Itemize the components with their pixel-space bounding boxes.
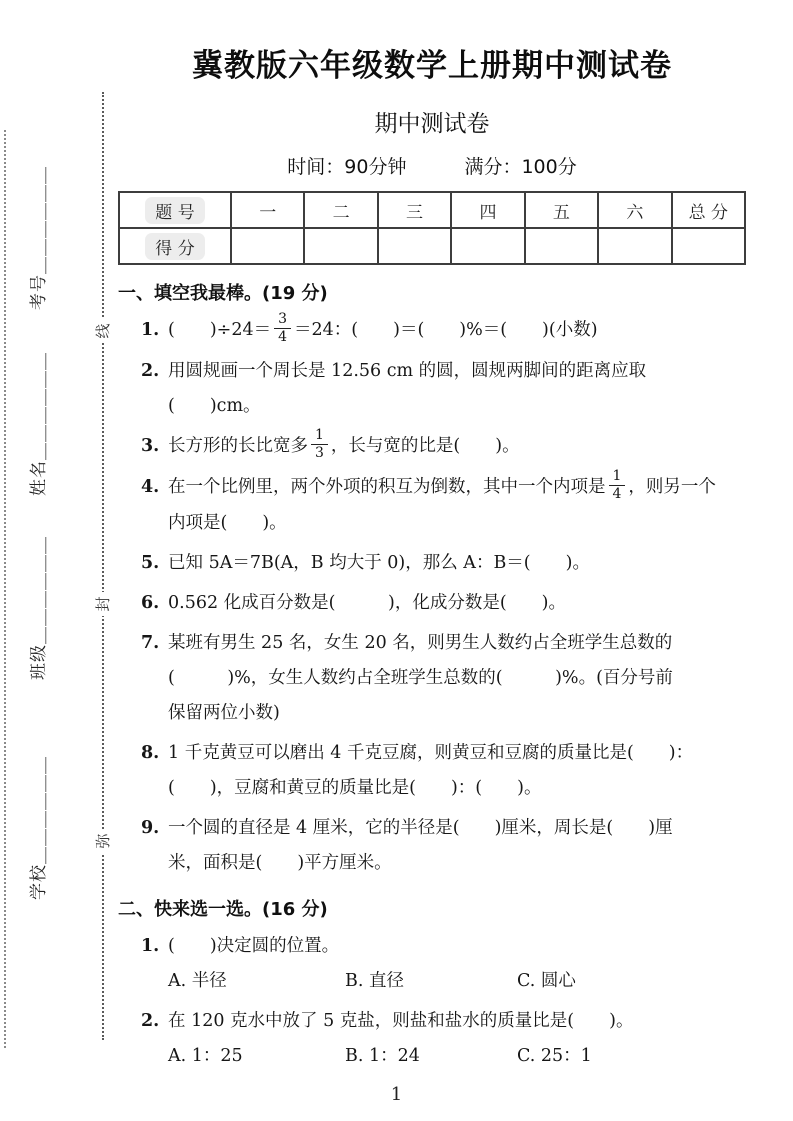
score-table: [118, 191, 746, 265]
question: [118, 310, 746, 349]
question: [118, 546, 746, 581]
question: [118, 1004, 746, 1074]
question-text-run: 已知 5A＝7B(A，B 均大于 0)，那么 A：B＝( )。: [168, 552, 590, 573]
question-text-run: 米，面积是( )平方厘米。: [168, 852, 392, 873]
option: C. 25：1: [517, 1045, 592, 1066]
question-number: 3.: [141, 435, 160, 456]
col-four: 四: [451, 192, 524, 228]
option: A. 半径: [168, 970, 227, 991]
question-number: 1.: [141, 319, 160, 340]
question-text-run: ，长与宽的比是( )。: [330, 436, 520, 457]
sections: [118, 280, 746, 1074]
question-text-run: 某班有男生 25 名，女生 20 名，则男生人数约占全班学生总数的: [168, 632, 673, 653]
score-table-score-row: [119, 228, 745, 264]
question-text-run: ( )cm。: [168, 395, 261, 416]
question-text-run: 用圆规画一个周长是 12.56 cm 的圆，圆规两脚间的距离应取: [168, 360, 647, 381]
question: [118, 467, 746, 541]
school-field: 学校＿＿＿＿＿＿: [29, 756, 49, 900]
paper-subtitle: 期中测试卷: [374, 111, 490, 137]
fraction: [311, 427, 328, 463]
question-text-run: ( )%，女生人数约占全班学生总数的( )%。(百分号前: [168, 667, 673, 688]
col-three: 三: [378, 192, 451, 228]
question-text: [168, 743, 693, 798]
question: [118, 811, 746, 881]
score-cell: [304, 228, 377, 264]
question-text-run: 长方形的长比宽多: [168, 436, 308, 457]
col-total: 总 分: [672, 192, 745, 228]
page-number: 1: [390, 1084, 403, 1105]
question-text: [168, 1011, 633, 1031]
time-limit-label: 时间：90分钟: [287, 156, 407, 178]
question-text: [168, 818, 673, 873]
question: [118, 426, 746, 465]
score-cell: [598, 228, 671, 264]
question-text: [168, 310, 598, 346]
score-cell: [672, 228, 745, 264]
question-text-run: ＝24：( )＝( )%＝( )(小数): [294, 320, 598, 341]
question: [118, 929, 746, 999]
question-text-run: 在 120 克水中放了 5 克盐，则盐和盐水的质量比是( )。: [168, 1010, 634, 1031]
fraction-denominator: 3: [315, 445, 324, 462]
fraction-denominator: 4: [612, 486, 622, 503]
question: [118, 586, 746, 621]
question-text: [168, 553, 590, 573]
seal-char-line: 线: [91, 319, 115, 343]
question-number: 8.: [141, 742, 160, 763]
score-cell: [378, 228, 451, 264]
score-cell: [451, 228, 524, 264]
question-text: [168, 936, 339, 956]
section-heading: 二、快来选一选。(16 分): [118, 898, 328, 920]
option: B. 1：24: [345, 1045, 420, 1066]
question-number: 4.: [141, 476, 160, 497]
question-text-run: 内项是( )。: [168, 512, 287, 533]
seal-char-feng: 封: [91, 592, 115, 616]
seal-dotted-line: [102, 92, 104, 1040]
question-text-run: 一个圆的直径是 4 厘米，它的半径是( )厘米，周长是( )厘: [168, 817, 673, 838]
question-number-label: 题 号: [145, 197, 204, 224]
page-edge-dotted-line: [4, 130, 6, 1048]
seal-char-mi: 弥: [91, 829, 115, 853]
question-text-run: 在一个比例里，两个外项的积互为倒数，其中一个内项是: [168, 477, 606, 498]
question-number: 9.: [141, 817, 160, 838]
question-number: 6.: [141, 592, 160, 613]
paper-meta: [118, 152, 746, 179]
paper-title: 冀教版六年级数学上册期中测试卷: [192, 48, 672, 84]
class-field: 班级＿＿＿＿＿＿: [29, 536, 49, 680]
score-table-header-row: [119, 192, 745, 228]
exam-number-field: 考号＿＿＿＿＿＿: [29, 166, 49, 310]
question-text-run: 保留两位小数): [168, 702, 280, 723]
score-label: 得 分: [145, 233, 204, 260]
fraction-numerator: 1: [311, 427, 328, 446]
fraction-numerator: 1: [609, 468, 626, 487]
question-text: [168, 467, 716, 533]
score-cell: [525, 228, 598, 264]
question-text-run: ( )÷24＝: [168, 320, 272, 341]
col-six: 六: [598, 192, 671, 228]
question-number: 5.: [141, 552, 160, 573]
student-name-field: 姓名＿＿＿＿＿＿: [29, 352, 49, 496]
question-text: [168, 426, 520, 462]
fraction-denominator: 4: [278, 329, 288, 346]
option: B. 直径: [345, 970, 404, 991]
fraction: [609, 468, 626, 504]
question-text-run: ( )，豆腐和黄豆的质量比是( )：( )。: [168, 777, 542, 798]
question-number: 1.: [141, 935, 160, 956]
question-number: 2.: [141, 360, 160, 381]
question-text-run: 0.562 化成百分数是( )，化成分数是( )。: [168, 592, 566, 613]
question-number: 2.: [141, 1010, 160, 1031]
option: C. 圆心: [517, 970, 576, 991]
col-two: 二: [304, 192, 377, 228]
full-score-label: 满分：100分: [464, 156, 577, 178]
col-one: 一: [231, 192, 304, 228]
question-number: 7.: [141, 632, 160, 653]
fraction-numerator: 3: [274, 311, 291, 330]
options-row: [168, 964, 746, 999]
score-cell: [231, 228, 304, 264]
question: [118, 736, 746, 806]
question-text-run: ，则另一个: [628, 477, 716, 498]
question-text: [168, 593, 566, 613]
question: [118, 354, 746, 424]
section-heading: 一、填空我最棒。(19 分): [118, 283, 328, 304]
fraction: [274, 311, 291, 347]
question-text: [168, 361, 646, 416]
options-row: [168, 1039, 746, 1074]
question-text-run: ( )决定圆的位置。: [168, 935, 340, 956]
option: A. 1：25: [168, 1045, 243, 1066]
question-text: [168, 633, 673, 723]
paper-main: [118, 40, 746, 1074]
question: [118, 626, 746, 731]
col-five: 五: [525, 192, 598, 228]
question-text-run: 1 千克黄豆可以磨出 4 千克豆腐，则黄豆和豆腐的质量比是( )：: [168, 742, 694, 763]
